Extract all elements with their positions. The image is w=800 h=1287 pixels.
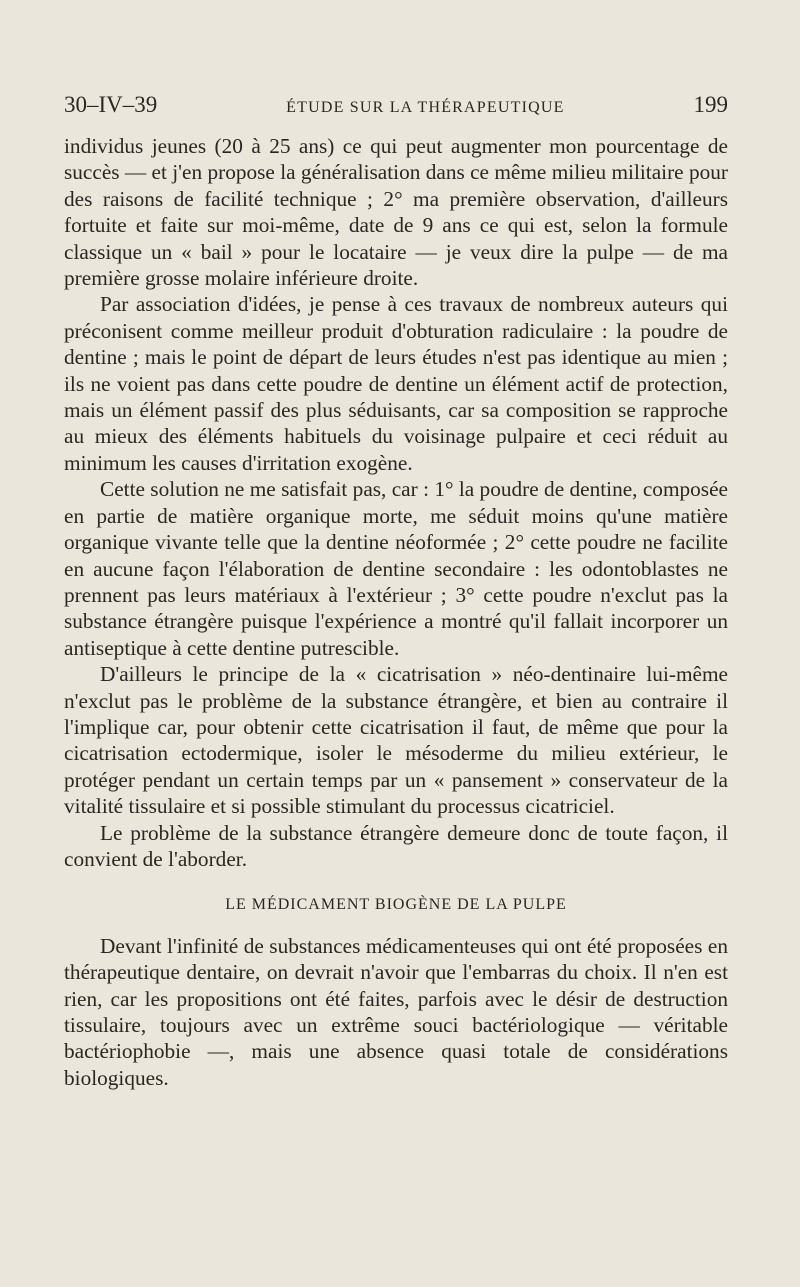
section-heading: LE MÉDICAMENT BIOGÈNE DE LA PULPE: [225, 896, 567, 914]
header-date: 30–IV–39: [64, 92, 158, 117]
header-title: ÉTUDE SUR LA THÉRAPEUTIQUE: [286, 99, 565, 116]
paragraph: Par association d'idées, je pense à ces travaux de nombreux auteurs qui préconisent comme meilleur produit d'obturation radiculaire : la poudre de dentine ; mais le point de départ de leurs études n'est pas identique au mien ; ils ne voient pas dans cette poudre de dentine un élément actif de protection, mais un élément passif des plus séduisants, car sa composition se rapproche au mieux des éléments habituels du voisinage pulpaire et ceci réduit au minimum les causes d'irritation exogène.: [64, 292, 728, 475]
paragraph: Le problème de la substance étrangère demeure donc de toute façon, il convient de l'aborder.: [64, 820, 728, 871]
paragraph: Devant l'infinité de substances médicamenteuses qui ont été proposées en thérapeutique dentaire, on devrait n'avoir que l'embarras du choix. Il n'en est rien, car les propositions ont été faites, parfois avec le désir de destruction tissulaire, toujours avec un extrême souci bactériologique — véritable bactériophobie —, mais une absence quasi totale de considérations biologiques.: [64, 933, 728, 1090]
paragraph: Cette solution ne me satisfait pas, car : 1° la poudre de dentine, composée en partie de matière organique morte, me séduit moins qu'une matière organique vivante telle que la dentine néoformée ; 2° cette poudre ne facilite en aucune façon l'élaboration de dentine secondaire : les odontoblastes ne prennent pas leurs matériaux à l'extérieur ; 3° cette poudre n'exclut pas la substance étrangère puisque l'expérience a montré qu'il fallait incorporer un antiseptique à cette dentine putrescible.: [64, 477, 728, 660]
body-text: [64, 133, 728, 1091]
page-number: 199: [693, 92, 728, 117]
running-head: [64, 92, 728, 122]
paragraph: D'ailleurs le principe de la « cicatrisation » néo-dentinaire lui-même n'exclut pas le problème de la substance étrangère, et bien au contraire il l'implique car, pour obtenir cette cicatrisation il faut, de même que pour la cicatrisation ectodermique, isoler le mésoderme du milieu extérieur, le protéger pendant un certain temps par un « pansement » conservateur de la vitalité tissulaire et si possible stimulant du processus cicatriciel.: [64, 662, 728, 819]
paragraph: individus jeunes (20 à 25 ans) ce qui peut augmenter mon pourcentage de succès — et j'en propose la généralisation dans ce même milieu militaire pour des raisons de facilité technique ; 2° ma première observation, d'ailleurs fortuite et faite sur moi-même, date de 9 ans ce qui est, selon la formule classique un « bail » pour le locataire — je veux dire la pulpe — de ma première grosse molaire inférieure droite.: [64, 134, 728, 291]
